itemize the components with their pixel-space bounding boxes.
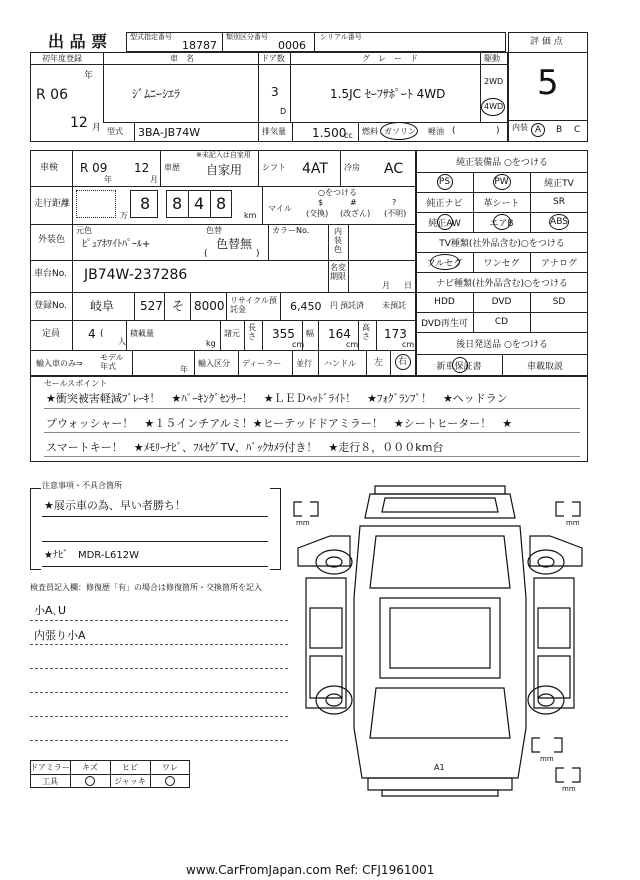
model-value: 3BA-JB74W (138, 126, 201, 139)
sheet-title: 出 品 票 (48, 32, 108, 51)
mm-label-rear-left: mm (540, 755, 554, 763)
handle-label: ハンドル (324, 359, 356, 368)
height-value: 173 (384, 327, 407, 341)
bracket-close: ) (256, 249, 260, 259)
bracket-open: ( (100, 329, 104, 339)
inspector-line-2: 内張り小A (34, 629, 86, 642)
damage-mark-a1: A1 (434, 763, 445, 772)
mileage-status-hash: # (350, 198, 357, 207)
fuel-diesel: 軽油 (428, 127, 444, 136)
name-change-day-unit: 日 (404, 281, 412, 290)
equip-tv: 純正TV (544, 178, 574, 189)
model-label: 型式 (107, 127, 123, 136)
navi-dvd: DVD (491, 297, 512, 307)
name-change-month-unit: 月 (382, 281, 390, 290)
model-year-label: モデル年式 (100, 353, 124, 371)
mileage-digit-1: 8 (172, 194, 183, 213)
interior-grade-b: B (556, 125, 563, 135)
legend-break: ワレ (162, 762, 178, 772)
inspection-year-unit: 年 (104, 175, 112, 184)
fuel-label: 燃料 (362, 127, 378, 136)
orig-color: ﾋﾟｭｱﾎﾜｲﾄﾊﾟｰﾙ+ (82, 239, 151, 250)
recycle-amount: 6,450 (290, 300, 322, 313)
height-label: 高さ (362, 323, 370, 341)
sales-line-3: スマートキー！ ★ﾒﾓﾘｰﾅﾋﾞ、ﾌﾙｾｸﾞTV、ﾊﾞｯｸｶﾒﾗ付き！ ★走行８，０００km台 (46, 441, 444, 454)
doors-label: ドア数 (261, 54, 285, 63)
fuel-gasoline: ガソリン (384, 127, 416, 136)
import-label: 輸入車のみ⇒ (36, 359, 83, 368)
grade-value: 1.5JC ｾｰﾌｻﾎﾟｰﾄ 4WD (330, 87, 446, 101)
load-label: 積載量 (130, 329, 154, 338)
navi-sd: SD (552, 297, 566, 307)
inspection-month-unit: 月 (150, 175, 158, 184)
dims-label: 諸元 (224, 329, 240, 338)
month-unit: 月 (92, 123, 102, 133)
capacity-unit: 人 (118, 337, 126, 346)
bracket-close: ) (496, 126, 500, 136)
equip-leather: 革シート (483, 198, 520, 209)
shift-label: シフト (262, 163, 286, 172)
class-no-label: 類別区分番号 (226, 33, 268, 41)
mileage-status-tampered: (改ざん) (340, 209, 371, 218)
name-change-label: 名変期限 (330, 263, 346, 281)
first-reg-year: R 06 (36, 87, 68, 103)
inspector-label: 検査員記入欄：修復歴「有」の場合は修復箇所・交換箇所を記入 (30, 583, 262, 592)
score-value: 5 (537, 63, 559, 103)
import-class-label: 輸入区分 (198, 359, 230, 368)
equip-airbag: エアB (489, 218, 514, 229)
drive-label: 駆動 (484, 54, 500, 63)
type-no-label: 型式指定番号 (130, 33, 172, 41)
handle-left: 左 (374, 358, 384, 368)
displacement-value: 1.500 (312, 126, 347, 140)
mileage-status-note: ○をつける (318, 188, 357, 197)
legend-mirror: ドアミラー (30, 762, 70, 772)
equip-abs: ABS (550, 217, 568, 227)
inspection-month: 12 (134, 161, 150, 175)
equipment-header: 純正装備品 ○をつける (456, 157, 548, 168)
mileage-label: 走行距離 (34, 199, 71, 209)
color-no-label: カラーNo. (272, 226, 310, 235)
equip-navi: 純正ナビ (426, 198, 463, 209)
docs-warranty: 新車保証書 (436, 361, 482, 372)
tv-fullseg: フルセグ (426, 258, 463, 269)
mileage-status-question: ? (392, 198, 397, 207)
legend-jack: ジャッキ (114, 776, 146, 786)
import-dealer: ディーラー (242, 359, 282, 368)
sales-line-2: プウォッシャー！ ★１５インチアルミ！★ヒーテッドドアミラー！ ★シートヒーター！ ★ (46, 417, 513, 430)
handle-right: 右 (398, 357, 408, 367)
color-change: 色替無 (216, 237, 253, 251)
mm-label-rear-right: mm (562, 785, 576, 793)
mileage-man-unit: 万 (120, 211, 128, 220)
navi-dvd-play: DVD再生可 (421, 318, 468, 329)
width-label: 幅 (306, 329, 314, 338)
notes-label: 注意事項・不具合箇所 (42, 481, 122, 490)
use-value: 自家用 (206, 163, 243, 177)
recycle-label: リサイクル預託金 (230, 296, 277, 315)
legend-crack: ヒビ (122, 762, 138, 772)
mm-label-front-left: mm (296, 519, 310, 527)
navi-cd: CD (494, 317, 509, 327)
displacement-label: 排気量 (262, 127, 286, 136)
capacity-value: 4 (88, 327, 96, 341)
mileage-status-mile: マイル (268, 204, 292, 213)
class-no: 0006 (278, 39, 306, 52)
year-unit: 年 (84, 71, 94, 81)
model-year-unit: 年 (180, 365, 188, 374)
docs-header: 後日発送品 ○をつける (456, 339, 548, 350)
inspection-label: 車検 (40, 163, 59, 173)
length-label: 長さ (248, 323, 256, 341)
chassis-label: 車台No. (34, 269, 67, 279)
shift-value: 4AT (302, 161, 328, 177)
equip-ps: PS (438, 177, 451, 187)
car-name: ｼﾞﾑﾆｰｼｴﾗ (132, 87, 181, 101)
ext-color-label: 外装色 (38, 235, 66, 245)
inspector-line-1: 小A､U (34, 604, 67, 617)
interior-grade-a: A (535, 125, 542, 135)
displacement-unit: cc (344, 131, 353, 140)
first-reg-month: 12 (70, 115, 88, 131)
note-line-3: ★ﾅﾋﾞ MDR-L612W (44, 550, 139, 561)
drive-2wd: 2WD (484, 77, 504, 86)
load-unit: kg (206, 339, 216, 348)
plate-class: 527 (140, 299, 163, 313)
first-reg-label: 初年度登録 (42, 54, 82, 63)
drive-4wd: 4WD (484, 102, 504, 111)
height-unit: cm (402, 340, 415, 349)
equip-aw: 純正AW (428, 218, 461, 229)
type-no: 18787 (182, 39, 217, 52)
serial-label: シリアル番号 (320, 33, 362, 41)
width-unit: cm (346, 340, 359, 349)
mileage-status-replaced: (交換) (306, 209, 329, 218)
doors-value: 3 (271, 85, 279, 99)
plate-kana: そ (172, 299, 185, 313)
legend-scratch: キズ (82, 762, 98, 772)
ac-label: 冷房 (344, 163, 360, 172)
note-line-1: ★展示車の為、早い者勝ち！ (44, 499, 186, 512)
recycle-alt: 未預託 (382, 301, 406, 310)
equip-pw: PW (494, 177, 509, 187)
legend-tool: 工具 (42, 776, 58, 786)
tv-header: TV種類(社外品含む)○をつける (439, 238, 565, 249)
navi-hdd: HDD (434, 297, 455, 307)
bracket-open: ( (452, 126, 456, 136)
mm-label-front-right: mm (566, 519, 580, 527)
mileage-status-unknown: (不明) (384, 209, 407, 218)
length-unit: cm (292, 340, 305, 349)
interior-grade-c: C (574, 125, 581, 135)
mileage-status-dollar: $ (318, 198, 324, 207)
interior-label: 内装 (512, 123, 528, 132)
mileage-digit-3: 8 (216, 194, 227, 213)
inspection-year: R 09 (80, 161, 108, 175)
plate-number: 8000 (194, 299, 225, 313)
ac-value: AC (384, 161, 404, 177)
bracket-open: ( (204, 249, 208, 259)
docs-manual: 車載取説 (526, 361, 563, 372)
interior-color-label: 内装色 (334, 227, 342, 254)
use-label: 車歴 (164, 163, 180, 172)
tv-analog: アナログ (540, 258, 577, 269)
doors-suffix: D (280, 107, 287, 116)
capacity-label: 定員 (42, 329, 61, 339)
sales-line-1: ★衝突被害軽減ﾌﾞﾚｰｷ！ ★ﾊﾟｰｷﾝｸﾞｾﾝｻｰ！ ★ＬＥＤﾍｯﾄﾞﾗｲﾄ！ ★ﾌｫｸﾞﾗﾝﾌﾟ！ ★ヘッドラン (46, 392, 508, 405)
recycle-unit: 円 (330, 301, 338, 310)
recycle-status: 預託済 (340, 301, 364, 310)
mileage-man: 8 (140, 194, 151, 213)
grade-label: グ レ ー ド (362, 54, 418, 63)
length-value: 355 (272, 327, 295, 341)
tv-oneseg: ワンセグ (483, 258, 520, 269)
chassis-no: JB74W-237286 (84, 267, 188, 283)
use-note: ※未記入は自家用 (196, 151, 251, 159)
plate-area: 岐阜 (90, 299, 115, 313)
car-name-label: 車 名 (170, 54, 194, 63)
footer-ref[interactable]: www.CarFromJapan.com Ref: CFJ1961001 (186, 863, 435, 877)
width-value: 164 (328, 327, 351, 341)
plate-label: 登録No. (34, 301, 67, 311)
score-label: 評 価 点 (530, 37, 563, 47)
equip-sr: SR (553, 197, 565, 207)
mileage-unit: km (244, 211, 257, 220)
import-parallel: 並行 (296, 359, 312, 368)
orig-color-label: 元色 (76, 226, 92, 235)
navi-header: ナビ種類(社外品含む)○をつける (436, 278, 568, 289)
mileage-digit-2: 4 (194, 194, 205, 213)
color-change-label: 色替 (206, 226, 222, 235)
sales-label: セールスポイント (44, 379, 108, 388)
